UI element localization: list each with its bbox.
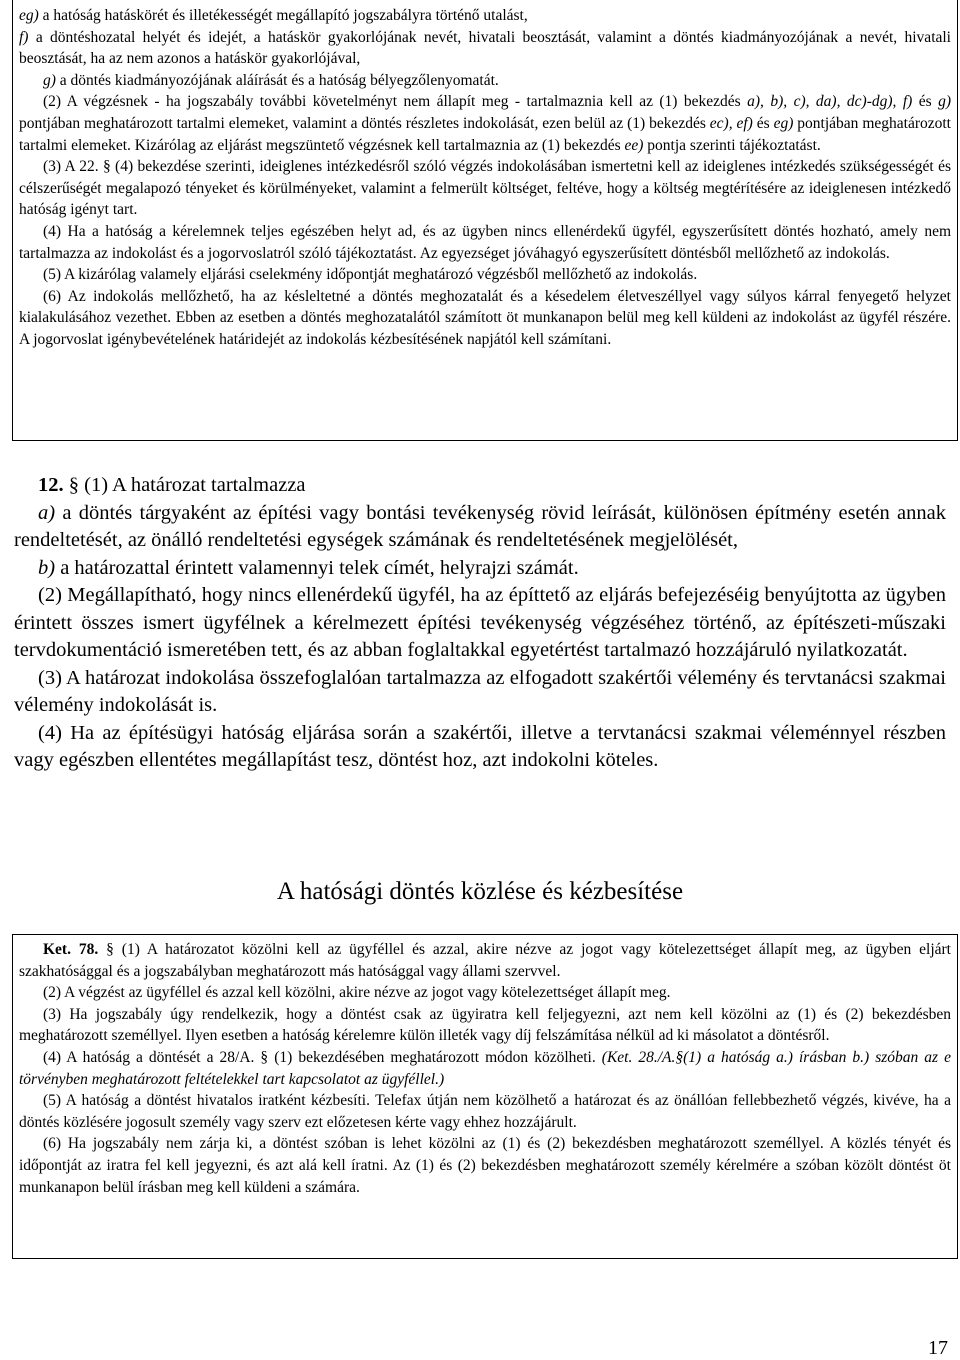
clause-label: b) [38, 556, 56, 579]
ket-78-paragraph-4: (4) A hatóság a döntését a 28/A. § (1) bekezdésében meghatározott módon közölheti. (Ket. 28./A.§(1) a hatóság a.) írásban b.) szóban az e törvényben meghatározott feltételekkel tart kapcsolatot az ügyféllel.) [19, 1048, 951, 1088]
clause-label: f) [19, 28, 29, 46]
section-12-paragraph-3: (3) A határozat indokolása összefoglalóan tartalmazza az elfogadott szakértői vélemény és tervtanácsi szakmai vélemény indokolását is. [14, 666, 946, 716]
ket-78-note: (Ket. 28./A.§(1) a hatóság a.) írásban b.) szóban az e törvényben meghatározott feltételekkel tart kapcsolatot az ügyféllel.) [19, 1048, 951, 1088]
ket-78-paragraph-1: Ket. 78. § (1) A határozatot közölni kell az ügyféllel és azzal, akire nézve az jogot vagy kötelezettséget állapít meg, az ügyben eljárt szakhatósággal és a jogszabályban meghatározott más hatósággal vagy állami szervvel. [19, 941, 951, 980]
clause-label: eg) [19, 7, 39, 24]
section-12-paragraph-4: (4) Ha az építésügyi hatóság eljárása során a szakértői, illetve a tervtanácsi szakmai véleménnyel részben vagy egészben ellentétes megállapítást tesz, döntést hoz, azt indokolni köteles. [14, 721, 946, 771]
clause-label: a) [38, 501, 56, 524]
section-12-paragraph-1: 12. § (1) A határozat tartalmazza [38, 474, 306, 496]
ket-78-paragraph-5: (5) A hatóság a döntést hivatalos iratként kézbesíti. Telefax útján nem közölhető a határozat és az önállóan fellebbezhető végzés, kivéve, ha a döntés közlésére jogosult személy vagy szerv ezt előzetesen kérte vagy ehhez hozzájárult. [19, 1092, 951, 1131]
section-heading: A hatósági döntés közlése és kézbesítése [276, 878, 684, 905]
ket-78-paragraph-6: (6) Ha jogszabály nem zárja ki, a döntést szóban is lehet közölni az (1) és (2) bekezdésben meghatározott személlyel. A közlés tényét és időpontját az iratra fel kell jegyezni, és azt alá kell íratni. Az (1) és (2) bekezdésben meghatározott személy kérelmére a szóban közölt döntést öt munkanapon belül írásban meg kell küldeni a számára. [19, 1135, 951, 1196]
ket-78-paragraph-3: (3) Ha jogszabály úgy rendelkezik, hogy a döntést csak az ügyiratra kell feljegyezni, azt nem kell közölni az (1) és (2) bekezdésben meghatározott személlyel. Ilyen esetben a hatóság kérelemre külön illeték vagy díj felszámítása nélkül ad ki másolatot a döntésről. [19, 1005, 951, 1045]
paragraph-6: (6) Az indokolás mellőzhető, ha az késleltetné a döntés meghozatalát és a késedelem életveszéllyel vagy súlyos kárral fenyegető helyzet kialakulásához vezethet. Ebben az esetben a döntés meghozatalától számított öt munkanapon belül meg kell küldeni az indokolást az ügyfél részére. A jogorvoslat igénybevételének határidejét az indokolás kézbesítésének napjától kell számítani. [19, 287, 951, 348]
clause-label: g) [43, 71, 56, 89]
paragraph-2: (2) A végzésnek - ha jogszabály további követelményt nem állapít meg - tartalmaznia kell az (1) bekezdés a), b), c), da), dc)-dg), f) és g) pontjában meghatározott tartalmi elemeket, valamint a döntés részletes indokolását, ezen belül az (1) bekezdés ec), ef) és eg) pontjában meghatározott tartalmi elemeket. Kizárólag az eljárást megszüntető végzésnek kell tartalmaznia az (1) bekezdés ee) pontja szerinti tájékoztatást. [19, 93, 951, 154]
section-12-clause-a: a) a döntés tárgyaként az építési vagy bontási tevékenység rövid leírását, különösen építmény esetén annak rendeltetését, az önálló rendeltetési egységek számának és rendeltetésének megjelölését, [14, 501, 946, 551]
section-number: 12. [38, 474, 64, 496]
quoted-law-box-top [12, 0, 958, 441]
clause-f: f) a döntéshozatal helyét és idejét, a hatáskör gyakorlójának nevét, hivatali beosztását, valamint a döntés kiadmányozójának a nevét, hivatali beosztását, ha az nem azonos a hatáskör gyakorlójával, [19, 28, 951, 68]
page-number: 17 [928, 1337, 948, 1359]
ket-78-paragraph-2: (2) A végzést az ügyféllel és azzal kell közölni, akire nézve az jogot vagy kötelezettséget állapít meg. [43, 984, 671, 1002]
clause-eg: eg) a hatóság hatáskörét és illetékességét megállapító jogszabályra történő utalást, [19, 7, 528, 24]
section-12 [14, 472, 946, 775]
paragraph-3: (3) A 22. § (4) bekezdése szerinti, ideiglenes intézkedésről szóló végzés indokolásában ismertetni kell az ideiglenes intézkedés szükségességét és célszerűségét megalapozó tényeket és körülményeket, valamint a felmerült költséget, feltéve, hogy a költség megtérítésére az ideiglenesen intézkedő hatóság igényt tart. [19, 158, 951, 219]
ket-label: Ket. 78. [43, 941, 99, 958]
section-12-clause-b: b) a határozattal érintett valamennyi telek címét, helyrajzi számát. [38, 556, 579, 579]
section-12-paragraph-2: (2) Megállapítható, hogy nincs ellenérdekű ügyfél, ha az építtető az eljárás befejezéséig benyújtotta az ügyben érintett összes ismert ügyfélnek a kérelmezett építési tevékenység végzéséhez történő, az építészeti-műszaki tervdokumentáció ismeretében tett, és az abban foglaltakkal egyetértést tartalmazó hozzájáruló nyilatkozatát. [14, 584, 946, 661]
clause-g: g) a döntés kiadmányozójának aláírását és a hatóság bélyegzőlenyomatát. [43, 71, 499, 89]
paragraph-5: (5) A kizárólag valamely eljárási cselekmény időpontját meghatározó végzésből mellőzhető az indokolás. [43, 266, 698, 284]
paragraph-4: (4) Ha a hatóság a kérelemnek teljes egészében helyt ad, és az ügyben nincs ellenérdekű ügyfél, egyszerűsített döntés hozható, amely nem tartalmazza az indokolást és a jogorvoslatról szóló tájékoztatást. Az egyezséget jóváhagyó egyszerűsített döntésből mellőzhető az indokolás. [19, 222, 951, 262]
quoted-law-box-bottom [12, 934, 958, 1259]
